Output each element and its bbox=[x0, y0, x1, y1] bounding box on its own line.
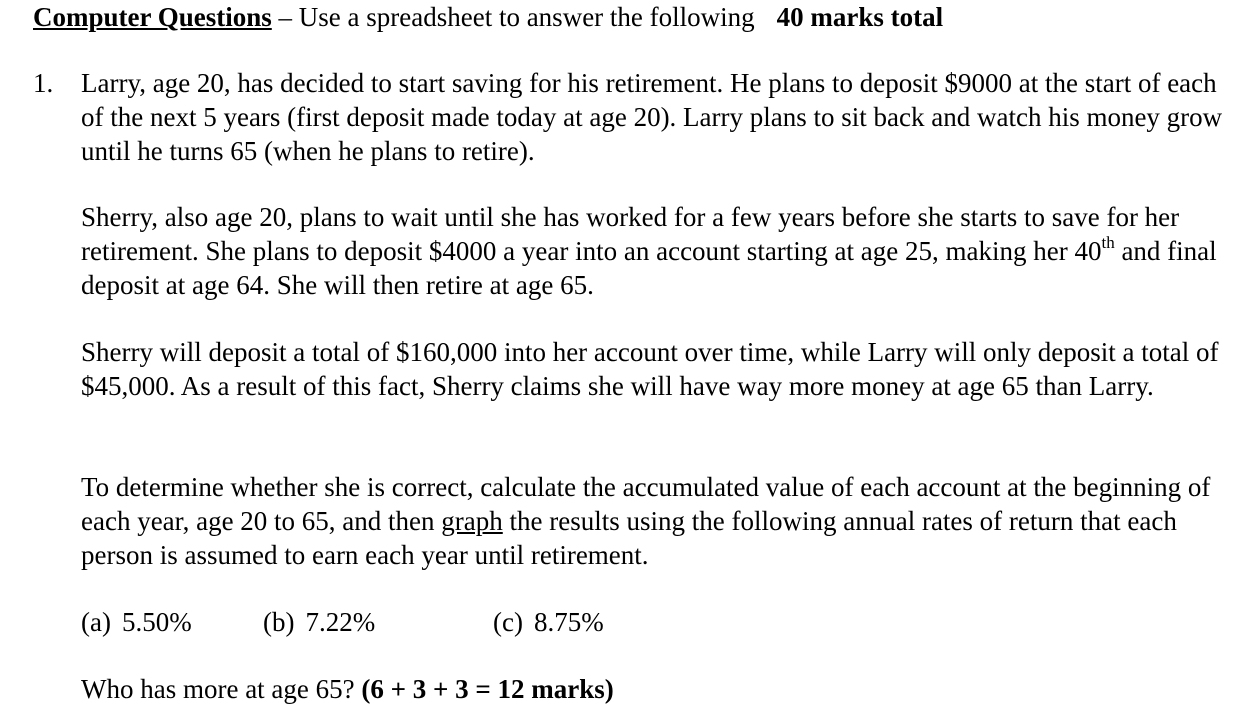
section-instruction: – Use a spreadsheet to answer the following bbox=[271, 2, 755, 32]
paragraph-instructions bbox=[81, 470, 1231, 572]
paragraph-instructions-text-2: the results using the following annual rates of return that each person is assumed to earn each year until retirement. bbox=[81, 506, 1177, 570]
rate-label: (b) bbox=[263, 607, 295, 637]
paragraph-sherry bbox=[81, 200, 1231, 302]
paragraph-instructions-text-1: To determine whether she is correct, calculate the accumulated value of each account at the beginning of each year, age 20 to 65, and then bbox=[81, 472, 1211, 536]
final-question-marks: (6 + 3 + 3 = 12 marks) bbox=[361, 674, 614, 704]
rate-label: (a) bbox=[81, 607, 111, 637]
paragraph-comparison: Sherry will deposit a total of $160,000 into her account over time, while Larry will only deposit a total of $45,000. As a result of this fact, Sherry claims she will have way more money at age 65 than Larry. bbox=[81, 337, 1219, 401]
rate-label: (c) bbox=[493, 607, 523, 637]
rate-option-c bbox=[493, 605, 604, 639]
rate-option-b bbox=[263, 605, 375, 639]
rate-option-a bbox=[81, 605, 192, 639]
section-title: Computer Questions bbox=[33, 2, 272, 32]
rate-value: 8.75% bbox=[533, 607, 604, 637]
rate-value: 5.50% bbox=[121, 607, 192, 637]
rate-value: 7.22% bbox=[305, 607, 376, 637]
final-question-text: Who has more at age 65? bbox=[81, 674, 362, 704]
paragraph-sherry-text-1: Sherry, also age 20, plans to wait until she has worked for a few years before she starts to save for her retirement. She plans to deposit $4000 a year into an account starting at age 25, making her 40 bbox=[81, 202, 1180, 266]
total-marks: 40 marks total bbox=[776, 2, 944, 32]
question-number: 1. bbox=[33, 68, 54, 98]
ordinal-suffix: th bbox=[1101, 233, 1115, 252]
final-question bbox=[81, 672, 614, 706]
section-header bbox=[33, 0, 943, 34]
graph-underlined-word: graph bbox=[441, 506, 503, 536]
paragraph-sherry-text-2: and final deposit at age 64. She will then retire at age 65. bbox=[81, 236, 1217, 300]
paragraph-larry: Larry, age 20, has decided to start saving for his retirement. He plans to deposit $9000 at the start of each of the next 5 years (first deposit made today at age 20). Larry plans to sit back and watch his money grow until he turns 65 (when he plans to retire). bbox=[81, 68, 1223, 166]
rates-list bbox=[0, 605, 1252, 639]
